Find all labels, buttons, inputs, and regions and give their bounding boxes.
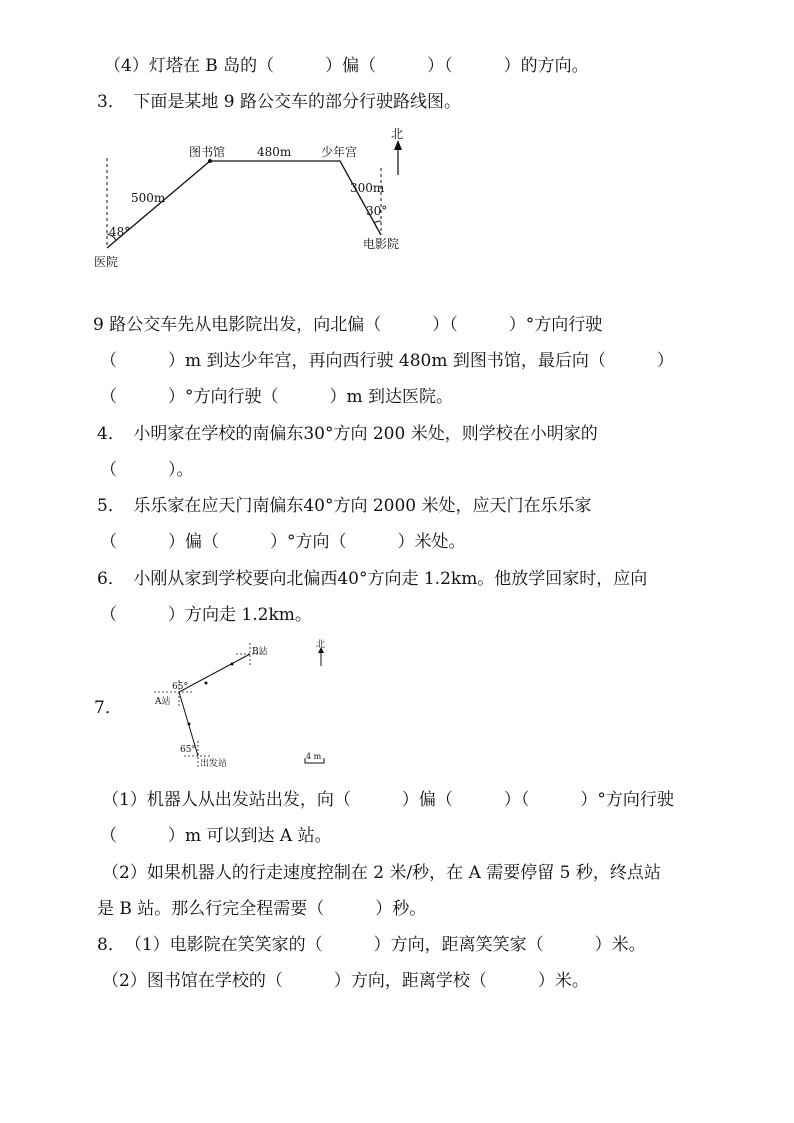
line-q7-label: 7． <box>94 698 122 718</box>
dist-left-label: 500m <box>131 191 166 205</box>
robot-route-diagram <box>140 636 350 774</box>
scale-label: 4 m <box>306 752 322 761</box>
dist-right-label: 300m <box>350 181 385 195</box>
youth-palace-label: 少年宫 <box>321 145 358 159</box>
library-label: 图书馆 <box>189 145 226 159</box>
robot-route-line <box>179 654 250 756</box>
line-q4-2: （ ）。 <box>100 460 194 480</box>
line-q3-2: （ ）m 到达少年宫，再向西行驶 480m 到图书馆，最后向（ ） <box>100 351 674 371</box>
line-q7-2-1: （2）如果机器人的行走速度控制在 2 米/秒，在 A 需要停留 5 秒，终点站 <box>102 863 661 883</box>
mid-point-1 <box>188 723 191 726</box>
line-q8-1: 8． （1）电影院在笑笑家的（ ）方向，距离笑笑家（ ）米。 <box>97 935 646 955</box>
hospital-label: 医院 <box>94 255 119 269</box>
line-q7-1-1: （1）机器人从出发站出发，向（ ）偏（ ）（ ）°方向行驶 <box>102 790 674 810</box>
angle-arc-right <box>374 221 381 223</box>
line-q5-1: 5． 乐乐家在应天门南偏东40°方向 2000 米处，应天门在乐乐家 <box>97 496 592 516</box>
line-q5-2: （ ）偏（ ）°方向（ ）米处。 <box>100 532 466 552</box>
line-q3-3: （ ）°方向行驶（ ）m 到达医院。 <box>100 387 454 407</box>
line-q4-1: 4． 小明家在学校的南偏东30°方向 200 米处，则学校在小明家的 <box>97 424 598 444</box>
line-q3-title: 3． 下面是某地 9 路公交车的部分行驶路线图。 <box>97 92 461 112</box>
a-station-label: A站 <box>155 697 171 707</box>
cinema-label: 电影院 <box>363 237 400 251</box>
line-q6-2: （ ）方向走 1.2km。 <box>100 605 312 625</box>
dist-top-label: 480m <box>257 145 292 159</box>
line-q3-1: 9 路公交车先从电影院出发，向北偏（ ）（ ）°方向行驶 <box>93 315 603 335</box>
line-q7-2-2: 是 B 站。那么行完全程需要（ ）秒。 <box>97 899 427 919</box>
angle-right-label: 30° <box>366 204 388 218</box>
line-q7-1-2: （ ）m 可以到达 A 站。 <box>100 826 332 846</box>
b-station-label: B站 <box>252 647 268 657</box>
line-q8-2: （2）图书馆在学校的（ ）方向，距离学校（ ）米。 <box>102 971 589 991</box>
bus-route-diagram <box>85 120 425 275</box>
angle-left-label: 48° <box>109 225 131 239</box>
start-station-label: 出发站 <box>200 759 228 769</box>
mid-point-3 <box>231 663 234 666</box>
library-point <box>208 159 212 163</box>
angle-bottom-label: 65° <box>180 745 196 755</box>
line-q2-4: （4）灯塔在 B 岛的（ ）偏（ ）（ ）的方向。 <box>104 56 589 76</box>
angle-top-label: 65° <box>172 682 188 692</box>
mid-point-2 <box>205 682 208 685</box>
north-label-2: 北 <box>316 640 326 650</box>
line-q6-1: 6． 小刚从家到学校要向北偏西40°方向走 1.2km。他放学回家时，应向 <box>97 569 648 589</box>
north-arrow-head <box>394 140 402 150</box>
north-label: 北 <box>391 127 404 141</box>
